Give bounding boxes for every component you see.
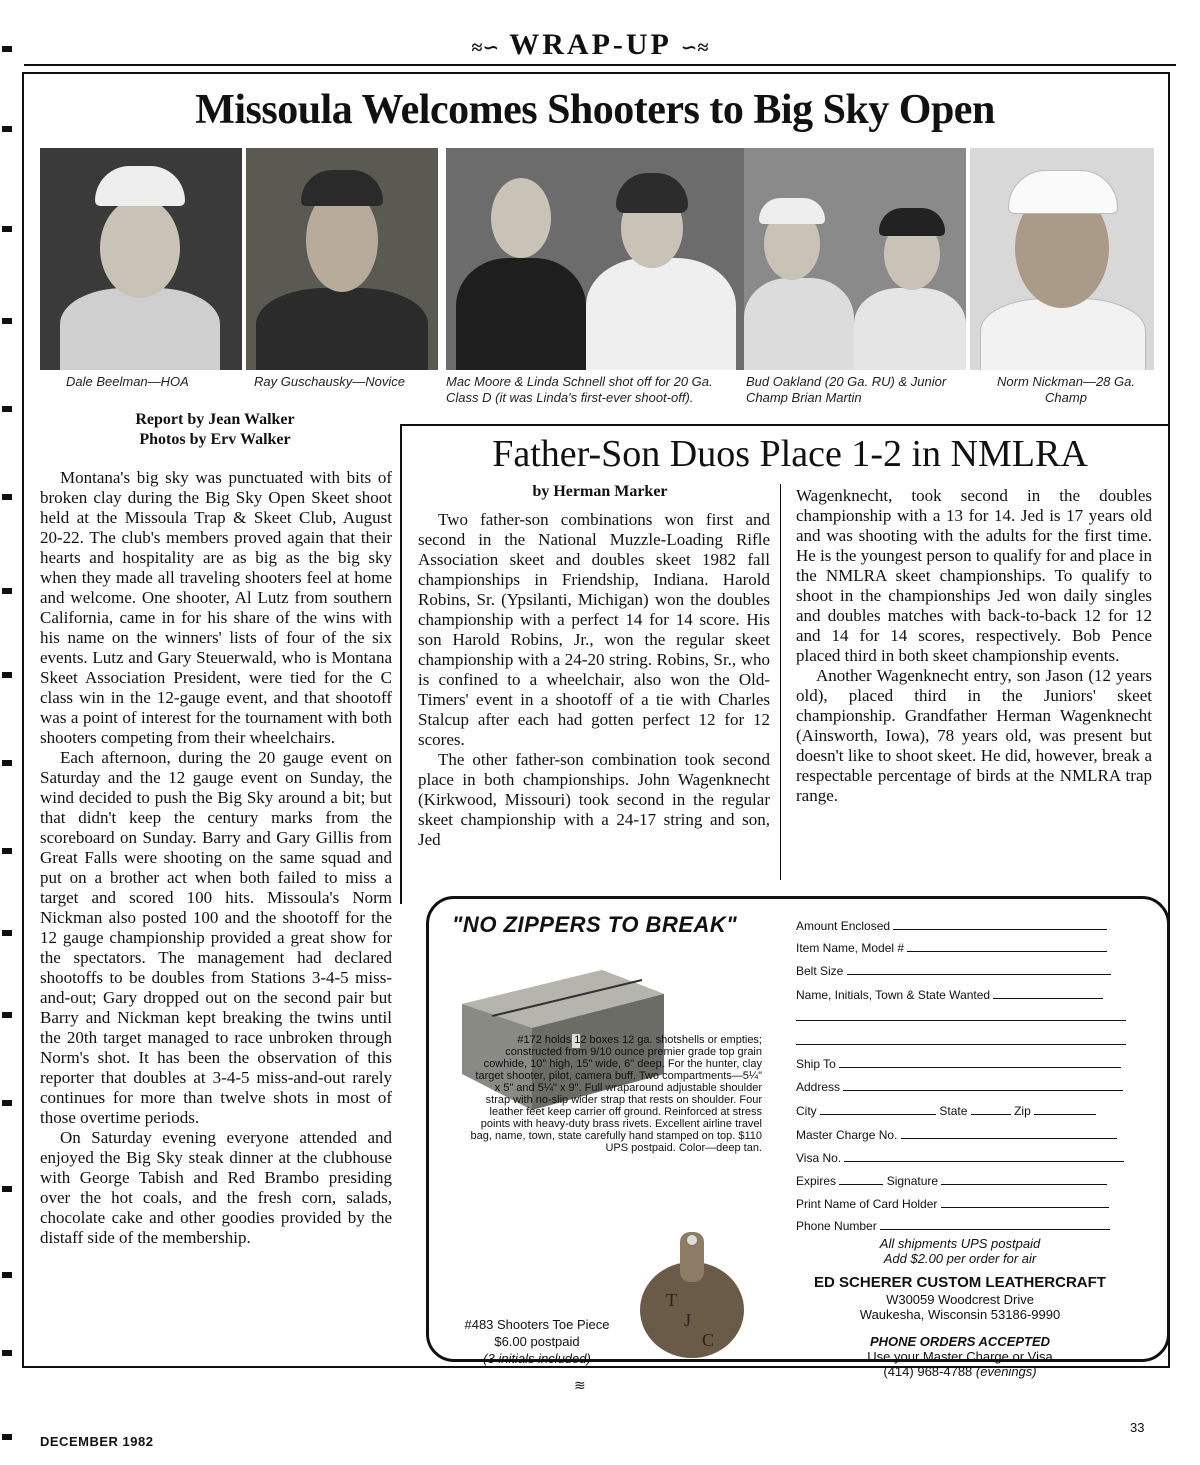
phone-number-line xyxy=(780,1364,1140,1379)
article-paragraph: Montana's big sky was punctuated with bits of broken clay during the Big Sky Open Skeet shoot held at the Missoula Trap & Skeet Club, August 20-22. The club's members proved again that their hearts and hospitality are as big as the big sky when they made all traveling shooters feel at home and welcome. One shooter, Al Lutz from southern California, came in for his share of the wins with his name on the winners' lists of four of the six events. Lutz and Gary Steuerwald, who is Montana Skeet Association President, were tied for the C class win in the 12-gauge event, and that shootoff was a point of interest for the tournament with both shooters competing from their wheelchairs. xyxy=(40,468,392,747)
flourish-icon: ∽≈ xyxy=(680,37,709,59)
toe-piece-image xyxy=(632,1226,752,1362)
photo-ray-guschausky xyxy=(246,148,438,370)
company-address xyxy=(780,1292,1140,1322)
form-name-field[interactable]: Name, Initials, Town & State Wanted xyxy=(796,987,1103,1002)
product-description: #172 holds 12 boxes 12 ga. shotshells or empties; constructed from 9/10 ounce premier grade top grain cowhide, 10" high, 15" wide, 6" deep. For the hunter, clay target shooter, pilot, camera buff. Two compartments—5¼" x 5" and 5¼" x 9". Full wraparound adjustable shoulder strap with no-slip wider strap that rests on shoulder. Four leather feet keep carrier off ground. Reinforced at stress points with heavy-duty brass rivets. Excellent airline travel bag, name, town, state carefully hand stamped on top. $110 UPS postpaid. Color—deep tan. xyxy=(470,1034,762,1154)
shipping-line: All shipments UPS postpaid xyxy=(879,1236,1041,1251)
margin-mark xyxy=(2,1100,12,1106)
margin-mark xyxy=(2,46,12,52)
margin-mark xyxy=(2,588,12,594)
phone-orders xyxy=(780,1334,1140,1379)
form-blank-line[interactable] xyxy=(796,1008,1126,1021)
article-body xyxy=(40,468,392,1248)
svg-text:T: T xyxy=(666,1290,677,1310)
phone-line: Use your Master Charge or Visa xyxy=(867,1349,1053,1364)
margin-mark xyxy=(2,1434,12,1440)
form-expires-signature-field[interactable]: Expires Signature xyxy=(796,1173,1107,1188)
toe-piece-title: #483 Shooters Toe Piece xyxy=(464,1317,610,1332)
phone-number: (414) 968-4788 xyxy=(883,1364,973,1379)
ad-slogan: "NO ZIPPERS TO BREAK" xyxy=(452,912,738,937)
nmlra-col1 xyxy=(418,510,770,850)
nmlra-paragraph: Wagenknecht, took second in the doubles championship with a 13 for 14. Jed is 17 years old and was shooting with the adults for the first time. He is the youngest person to qualify for and place in the NMLRA skeet championships. To qualify to shoot in the championships Jed won daily singles and doubles matches with back-to-back 12 for 12 and 14 for 14 scores, respectively. Bob Pence placed third in both skeet championship events. xyxy=(796,486,1152,665)
form-phone-field[interactable]: Phone Number xyxy=(796,1218,1110,1233)
article-paragraph: Each afternoon, during the 20 gauge event on Saturday and the 12 gauge event on Sunday, the wind decided to push the Big Sky around a bit; but that didn't keep the century marks from the scoreboard on Sunday. Barry and Gary Gillis from Great Falls were shooting on the same squad and put on a brother act when both failed to miss a target and scored 100 hits. Missoula's Norm Nickman also posted 100 and the shootoff for the 12 gauge championship provided a great show for the spectators. The management had declared shootoffs to be doubles from Stations 3-4-5 miss-and-out; Gary dropped out on the second pair but Barry and Nickman kept breaking the twins until the 20th target managed to race unbroken through Norm's shot. It has been the observation of this reporter that doubles at 3-4-5 miss-and-out rarely continues for more than twelve shots in most of those overtime periods. xyxy=(40,748,392,1127)
form-amount-field[interactable]: Amount Enclosed xyxy=(796,918,1107,933)
photo-dale-beelman xyxy=(40,148,242,370)
article-headline: Missoula Welcomes Shooters to Big Sky Open xyxy=(195,87,995,133)
form-belt-field[interactable]: Belt Size xyxy=(796,963,1111,978)
nmlra-col2 xyxy=(796,486,1152,806)
address-line: Waukesha, Wisconsin 53186-9990 xyxy=(859,1307,1061,1322)
margin-mark xyxy=(2,1350,12,1356)
margin-mark xyxy=(2,406,12,412)
photo-caption: Norm Nickman—28 Ga. Champ xyxy=(997,374,1135,405)
photo-caption: Ray Guschausky—Novice xyxy=(254,374,405,389)
svg-text:J: J xyxy=(684,1310,692,1330)
margin-mark xyxy=(2,126,12,132)
photo-caption: Bud Oakland (20 Ga. RU) & Junior Champ Brian Martin xyxy=(746,374,947,405)
margin-mark xyxy=(2,494,12,500)
photo-caption: Mac Moore & Linda Schnell shot off for 20 Ga. Class D (it was Linda's first-ever shoot-off). xyxy=(446,374,713,405)
toe-piece-note: (3 initials included) xyxy=(483,1351,591,1366)
nmlra-byline: by Herman Marker xyxy=(532,483,668,500)
company-name: ED SCHERER CUSTOM LEATHERCRAFT xyxy=(814,1274,1106,1291)
margin-mark xyxy=(2,1012,12,1018)
byline-photos: Photos by Erv Walker xyxy=(139,431,291,448)
article-paragraph: On Saturday evening everyone attended and enjoyed the Big Sky steak dinner at the clubhouse with George Tabish and Red Brambo presiding over the hot coals, and the fresh corn, salads, chocolate cake and other goodies provided by the distaff side of the membership. xyxy=(40,1128,392,1247)
form-blank-line[interactable] xyxy=(796,1032,1126,1045)
toe-piece-info xyxy=(448,1316,626,1367)
banner-rule xyxy=(24,64,1176,66)
form-address-field[interactable]: Address xyxy=(796,1079,1123,1094)
phone-hours: (evenings) xyxy=(975,1364,1037,1379)
form-shipto-field[interactable]: Ship To xyxy=(796,1056,1121,1071)
margin-mark xyxy=(2,760,12,766)
page-number: 33 xyxy=(1130,1420,1145,1435)
margin-mark xyxy=(2,672,12,678)
form-city-state-zip-field[interactable]: City State Zip xyxy=(796,1103,1096,1118)
nmlra-paragraph: Two father-son combinations won first and second in the National Muzzle-Loading Rifle Association skeet and doubles skeet 1982 fall championships in Friendship, Indiana. Harold Robins, Sr. (Ypsilanti, Michigan) won the doubles championship with a perfect 14 for 14 score. His son Harold Robins, Jr., won the regular skeet championship with a 24-20 string. Robins, Sr., who is confined to a wheelchair, also won the Old-Timers' event in a shootoff of a tie with Charles Stalcup after each had gotten perfect 12 for 12 scores. xyxy=(418,510,770,749)
margin-mark xyxy=(2,930,12,936)
form-mastercharge-field[interactable]: Master Charge No. xyxy=(796,1127,1117,1142)
byline-report: Report by Jean Walker xyxy=(135,411,295,428)
margin-mark xyxy=(2,848,12,854)
phone-heading: PHONE ORDERS ACCEPTED xyxy=(869,1334,1051,1349)
section-label: WRAP-UP xyxy=(509,28,671,61)
footer-issue: DECEMBER 1982 xyxy=(40,1434,154,1449)
end-ornament-icon: ≋ xyxy=(574,1379,586,1394)
margin-mark xyxy=(2,1186,12,1192)
margin-mark xyxy=(2,1272,12,1278)
form-item-field[interactable]: Item Name, Model # xyxy=(796,940,1107,955)
shipping-line: Add $2.00 per order for air xyxy=(883,1251,1037,1266)
toe-piece-price: $6.00 postpaid xyxy=(494,1334,580,1349)
shipping-info xyxy=(790,1236,1130,1266)
photo-caption: Dale Beelman—HOA xyxy=(66,374,189,389)
nmlra-headline: Father-Son Duos Place 1-2 in NMLRA xyxy=(492,433,1088,475)
photo-moore-schnell xyxy=(446,148,744,370)
byline xyxy=(40,410,390,450)
address-line: W30059 Woodcrest Drive xyxy=(886,1292,1034,1307)
section-banner xyxy=(400,28,780,62)
photo-oakland-martin xyxy=(744,148,966,370)
form-printname-field[interactable]: Print Name of Card Holder xyxy=(796,1196,1109,1211)
nmlra-paragraph: Another Wagenknecht entry, son Jason (12 years old), placed third in the Juniors' skeet championship. Grandfather Herman Wagenknecht (Ainsworth, Iowa), 78 years old, was present but doesn't like to shoot skeet. He did, however, break a respectable percentage of birds at the NMLRA trap range. xyxy=(796,666,1152,805)
svg-text:C: C xyxy=(702,1330,715,1350)
column-rule xyxy=(780,484,781,880)
flourish-icon: ≈∽ xyxy=(471,37,500,59)
form-visa-field[interactable]: Visa No. xyxy=(796,1150,1124,1165)
nmlra-paragraph: The other father-son combination took second place in both championships. John Wagenknecht (Kirkwood, Missouri) took second in the regular skeet championship with a 24-17 string and son, Jed xyxy=(418,750,770,849)
margin-mark xyxy=(2,226,12,232)
photo-norm-nickman xyxy=(970,148,1154,370)
margin-mark xyxy=(2,318,12,324)
